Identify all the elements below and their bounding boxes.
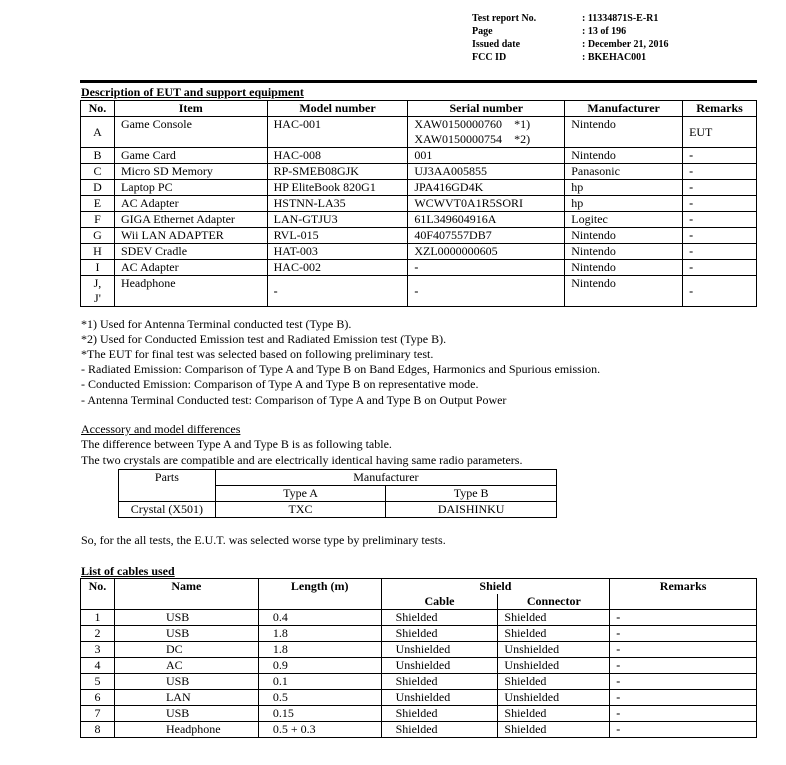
connector-shield: Shielded [498,722,610,738]
accessory-line-1: The difference between Type A and Type B is as following table. [81,437,392,451]
row-no: C [81,164,115,180]
row-manufacturer: Nintendo [565,260,683,276]
row-item: Game Card [114,148,267,164]
row-item: Laptop PC [114,180,267,196]
serial-mark: *2) [514,132,531,146]
row-serial: XZL0000000605 [408,244,565,260]
table-row [81,722,757,738]
header-value-page: : 13 of 196 [582,26,627,37]
row-model: HP EliteBook 820G1 [267,180,408,196]
manufacturer-header: Manufacturer [215,470,556,486]
cable-remarks: - [610,642,757,658]
cable-length: 1.8 [258,642,381,658]
connector-shield: Shielded [498,674,610,690]
crystal-part: Crystal (X501) [119,502,216,518]
table-row [81,228,757,244]
row-model: HAC-001 [267,117,408,148]
table-row [81,642,757,658]
row-model: RVL-015 [267,228,408,244]
row-model: - [267,276,408,307]
row-remarks: - [683,212,757,228]
serial-value: XAW0150000754 [414,132,503,146]
header-value-issued-date: : December 21, 2016 [582,39,669,50]
row-manufacturer: hp [565,180,683,196]
col-header-model: Model number [267,101,408,117]
row-remarks: - [683,260,757,276]
crystal-table [118,469,557,518]
cable-length: 0.1 [258,674,381,690]
cable-no: 4 [81,658,115,674]
row-serial: 61L349604916A [408,212,565,228]
cable-shield: Shielded [381,722,498,738]
row-item: GIGA Ethernet Adapter [114,212,267,228]
row-no: G [81,228,115,244]
cable-length: 1.8 [258,626,381,642]
serial-value: XAW0150000760 [414,117,503,131]
row-item: AC Adapter [114,196,267,212]
note-2: *2) Used for Conducted Emission test and Radiated Emission test (Type B). [81,332,447,346]
header-label-fcc-id: FCC ID [472,52,507,63]
row-remarks: - [683,148,757,164]
table-row [119,502,557,518]
row-no: H [81,244,115,260]
header-value-fcc-id: : BKEHAC001 [582,52,647,63]
row-remarks: - [683,164,757,180]
cables-title: List of cables used [81,564,175,578]
cable-shield: Shielded [381,674,498,690]
connector-shield: Unshielded [498,690,610,706]
cable-remarks: - [610,674,757,690]
cable-name: LAN [114,690,258,706]
row-no-primary: J, [93,276,102,290]
row-manufacturer: Nintendo [565,117,683,148]
note-3: *The EUT for final test was selected based on following preliminary test. [81,347,434,361]
row-model: HAT-003 [267,244,408,260]
cable-no: 2 [81,626,115,642]
table-row [81,180,757,196]
row-item: Micro SD Memory [114,164,267,180]
crystal-type-b: DAISHINKU [386,502,557,518]
row-remarks: - [683,228,757,244]
crystal-type-a: TXC [215,502,386,518]
connector-shield: Unshielded [498,642,610,658]
cable-name: USB [114,674,258,690]
cable-name: USB [114,626,258,642]
cable-no: 3 [81,642,115,658]
col-header-remarks: Remarks [683,101,757,117]
row-serial: 40F407557DB7 [408,228,565,244]
header-divider [80,80,757,83]
header-labels [472,12,536,64]
table-row [81,626,757,642]
cable-no: 5 [81,674,115,690]
col-header-serial: Serial number [408,101,565,117]
cable-remarks: - [610,610,757,626]
connector-shield: Unshielded [498,658,610,674]
cable-shield: Shielded [381,610,498,626]
cable-col-length: Length (m) [258,579,381,610]
header-label-issued-date: Issued date [472,39,521,50]
cable-col-no: No. [81,579,115,610]
cable-no: 7 [81,706,115,722]
cable-length: 0.9 [258,658,381,674]
parts-header: Parts [119,470,216,502]
row-model: HAC-008 [267,148,408,164]
row-remarks: - [683,244,757,260]
cable-shield: Unshielded [381,658,498,674]
row-remarks: EUT [683,117,757,148]
table-row [81,244,757,260]
row-manufacturer: Logitec [565,212,683,228]
cables-table [80,578,757,738]
cable-remarks: - [610,722,757,738]
cable-length: 0.15 [258,706,381,722]
cable-remarks: - [610,658,757,674]
table-row [81,117,757,148]
row-no: A [81,117,115,148]
eut-section-title: Description of EUT and support equipment [81,85,304,99]
row-no: I [81,260,115,276]
cable-name: USB [114,610,258,626]
cable-name: AC [114,658,258,674]
row-remarks: - [683,276,757,307]
row-item: Wii LAN ADAPTER [114,228,267,244]
row-serial: JPA416GD4K [408,180,565,196]
table-row [81,706,757,722]
accessory-line-2: The two crystals are compatible and are electrically identical having same radio parameters. [81,453,523,467]
row-item: Headphone [114,276,267,307]
row-manufacturer: hp [565,196,683,212]
row-serial [408,117,565,148]
row-manufacturer: Nintendo [565,276,683,307]
row-remarks: - [683,196,757,212]
row-serial: - [408,276,565,307]
eut-header-row [81,101,757,117]
cable-no: 8 [81,722,115,738]
connector-shield: Shielded [498,706,610,722]
col-header-no: No. [81,101,115,117]
header-label-report-no: Test report No. [472,13,537,24]
row-no: D [81,180,115,196]
row-serial: 001 [408,148,565,164]
cable-shield: Unshielded [381,642,498,658]
row-model: LAN-GTJU3 [267,212,408,228]
table-row [81,690,757,706]
row-serial: - [408,260,565,276]
note-1: *1) Used for Antenna Terminal conducted test (Type B). [81,317,352,331]
eut-table [80,100,757,307]
header-label-page: Page [472,26,493,37]
cable-remarks: - [610,706,757,722]
row-serial: UJ3AA005855 [408,164,565,180]
cable-shield: Unshielded [381,690,498,706]
cable-no: 1 [81,610,115,626]
cable-length: 0.5 + 0.3 [258,722,381,738]
row-no: E [81,196,115,212]
connector-shield: Shielded [498,610,610,626]
cable-col-shield: Shield [381,579,610,595]
cable-length: 0.5 [258,690,381,706]
table-row [81,674,757,690]
note-5: - Conducted Emission: Comparison of Type A and Type B on representative mode. [81,377,479,391]
row-no [81,276,115,307]
cable-shield: Shielded [381,706,498,722]
cable-remarks: - [610,626,757,642]
table-row [81,164,757,180]
note-6: - Antenna Terminal Conducted test: Comparison of Type A and Type B on Output Power [81,393,507,407]
cable-remarks: - [610,690,757,706]
table-row [81,658,757,674]
header-value-report-no: : 11334871S-E-R1 [582,13,659,24]
table-row [81,610,757,626]
row-serial: WCWVT0A1R5SORI [408,196,565,212]
row-manufacturer: Nintendo [565,148,683,164]
cable-name: Headphone [114,722,258,738]
table-row [81,260,757,276]
accessory-title: Accessory and model differences [81,422,241,436]
col-header-manufacturer: Manufacturer [565,101,683,117]
row-manufacturer: Nintendo [565,228,683,244]
cable-name: USB [114,706,258,722]
row-manufacturer: Nintendo [565,244,683,260]
connector-shield: Shielded [498,626,610,642]
row-model: RP-SMEB08GJK [267,164,408,180]
table-row [81,148,757,164]
type-a-header: Type A [215,486,386,502]
row-item: SDEV Cradle [114,244,267,260]
cable-length: 0.4 [258,610,381,626]
header-values [582,12,668,64]
cable-name: DC [114,642,258,658]
row-item: AC Adapter [114,260,267,276]
row-no-secondary: J' [94,291,101,305]
row-remarks: - [683,180,757,196]
row-no: B [81,148,115,164]
type-b-header: Type B [386,486,557,502]
accessory-conclusion: So, for the all tests, the E.U.T. was selected worse type by preliminary tests. [81,533,446,547]
row-item: Game Console [114,117,267,148]
cable-col-connector: Connector [498,594,610,610]
note-4: - Radiated Emission: Comparison of Type A and Type B on Band Edges, Harmonics and Spurious emission. [81,362,601,376]
cable-col-cable: Cable [381,594,498,610]
serial-mark: *1) [514,117,531,131]
table-row [81,276,757,307]
table-row [81,212,757,228]
col-header-item: Item [114,101,267,117]
cable-col-remarks: Remarks [610,579,757,610]
row-manufacturer: Panasonic [565,164,683,180]
row-model: HAC-002 [267,260,408,276]
table-row [81,196,757,212]
row-model: HSTNN-LA35 [267,196,408,212]
row-no: F [81,212,115,228]
cable-shield: Shielded [381,626,498,642]
cable-no: 6 [81,690,115,706]
cable-col-name: Name [114,579,258,610]
